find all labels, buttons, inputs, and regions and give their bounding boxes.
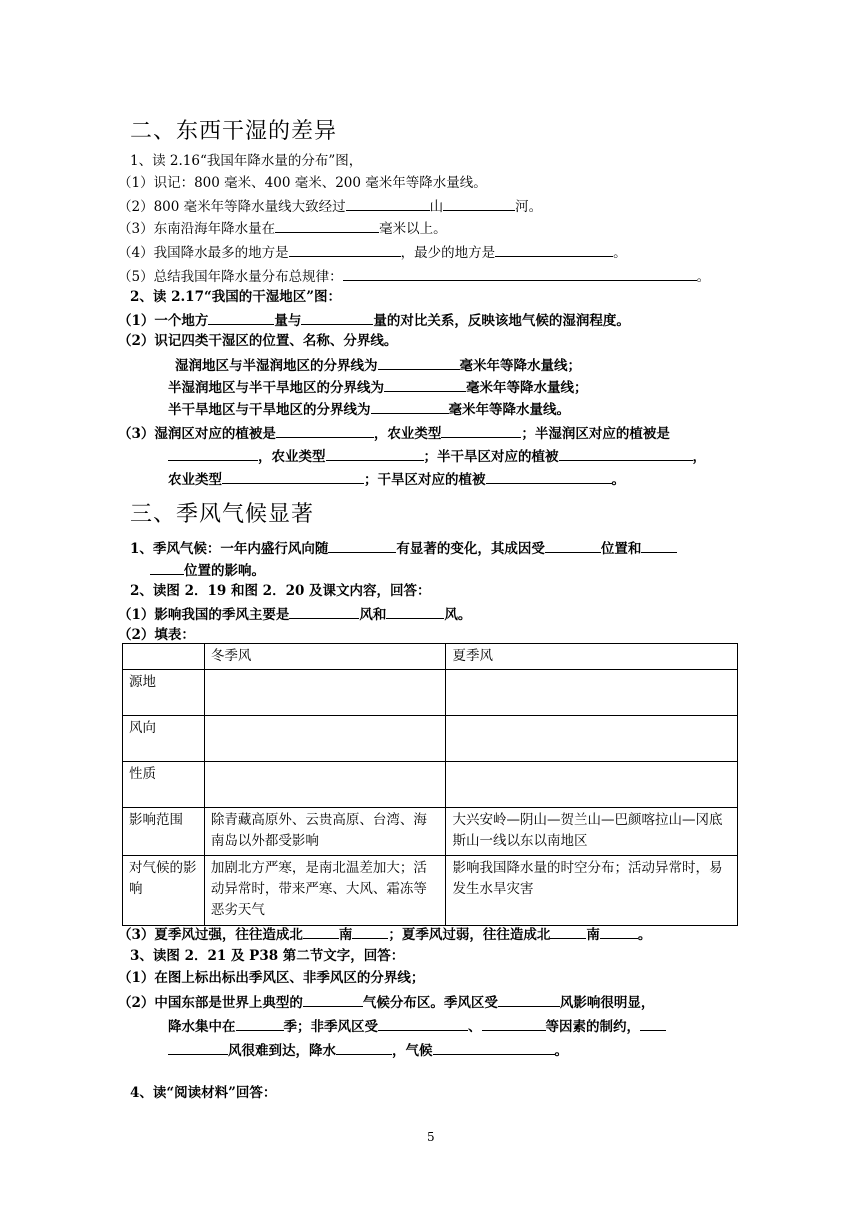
question-2-2-1: （1）一个地方 量与 量的对比关系，反映该地气候的湿润程度。: [118, 310, 630, 330]
row-label: 影响范围: [123, 808, 205, 856]
table-cell: 大兴安岭—阴山—贺兰山—巴颜喀拉山—冈底斯山一线以东以南地区: [446, 808, 738, 856]
table-header-cell: 夏季风: [446, 644, 738, 670]
question-3-4: 4、读“阅读材料”回答：: [130, 1085, 277, 1101]
section-3-title: 三、季风气候显著: [130, 502, 315, 527]
question-3-3: 3、读图 2．21 及 P38 第二节文字，回答：: [130, 948, 405, 964]
question-3-2: 2、读图 2．19 和图 2．20 及课文内容，回答：: [130, 583, 431, 599]
question-2-1: 1、读 2.16“我国年降水量的分布”图，: [130, 153, 363, 169]
blank[interactable]: [352, 924, 388, 939]
table-cell[interactable]: [204, 762, 446, 808]
question-2-2-3: （3）湿润区对应的植被是 ，农业类型 ；半湿润区对应的植被是: [118, 423, 670, 443]
blank[interactable]: [275, 218, 379, 233]
question-2-1-1: （1）识记：800 毫米、400 毫米、200 毫米年等降水量线。: [118, 175, 487, 191]
blank[interactable]: [343, 266, 697, 281]
question-2-2-2: （2）识记四类干湿区的位置、名称、分界线。: [118, 333, 398, 349]
table-row: [123, 808, 738, 856]
question-3-3-2: （2）中国东部是世界上典型的 气候分布区。季风区受 风影响很明显，: [118, 992, 654, 1012]
blank[interactable]: [289, 604, 359, 619]
blank[interactable]: [326, 446, 424, 461]
row-label: 对气候的影响: [123, 856, 205, 926]
blank[interactable]: [289, 242, 401, 257]
blank[interactable]: [168, 446, 258, 461]
question-2-1-4: （4）我国降水最多的地方是 ，最少的地方是 。: [118, 242, 627, 262]
row-label: 性质: [123, 762, 205, 808]
row-label: 风向: [123, 716, 205, 762]
blank[interactable]: [378, 1016, 468, 1031]
question-2-2-3-cont2: 农业类型 ；干旱区对应的植被 。: [168, 469, 625, 489]
blank[interactable]: [384, 377, 466, 392]
question-2-2: 2、读 2.17“我国的干湿地区”图：: [130, 289, 342, 305]
table-cell[interactable]: [446, 670, 738, 716]
blank[interactable]: [222, 469, 364, 484]
table-row: [123, 762, 738, 808]
blank[interactable]: [150, 560, 184, 575]
table-cell: 加剧北方严寒，是南北温差加大；活动异常时，带来严寒、大风、霜冻等恶劣天气: [204, 856, 446, 926]
blank[interactable]: [208, 310, 274, 325]
blank[interactable]: [346, 196, 430, 211]
blank[interactable]: [482, 1016, 546, 1031]
table-row: [123, 716, 738, 762]
question-2-1-5: （5）总结我国年降水量分布总规律： 。: [118, 266, 710, 286]
blank[interactable]: [386, 604, 444, 619]
question-3-2-2: （2）填表：: [118, 627, 195, 643]
blank[interactable]: [640, 1016, 666, 1031]
question-2-2-2b: 半湿润地区与半干旱地区的分界线为 毫米年等降水量线；: [168, 377, 588, 397]
blank[interactable]: [336, 1040, 392, 1055]
monsoon-table: [122, 643, 738, 926]
question-3-1-cont: 位置的影响。: [150, 560, 265, 580]
table-cell[interactable]: [204, 716, 446, 762]
table-cell: 除青藏高原外、云贵高原、台湾、海南岛以外都受影响: [204, 808, 446, 856]
question-3-3-1: （1）在图上标出标出季风区、非季风区的分界线；: [118, 970, 425, 986]
blank[interactable]: [433, 1040, 555, 1055]
table-row: [123, 856, 738, 926]
blank[interactable]: [498, 992, 560, 1007]
blank[interactable]: [545, 538, 601, 553]
blank[interactable]: [641, 538, 677, 553]
question-3-3-2-cont: 降水集中在 季；非季风区受 、 等因素的制约，: [168, 1016, 666, 1036]
blank[interactable]: [443, 196, 515, 211]
page-number: 5: [427, 1130, 435, 1144]
question-2-2-2a: 湿润地区与半湿润地区的分界线为 毫米年等降水量线；: [175, 355, 581, 375]
question-3-2-1: （1）影响我国的季风主要是 风和 风。: [118, 604, 471, 624]
question-3-2-3: （3）夏季风过强，往往造成北 南 ；夏季风过弱，往往造成北 南 。: [118, 924, 651, 944]
table-header-row: [123, 644, 738, 670]
blank[interactable]: [486, 469, 612, 484]
table-cell: 影响我国降水量的时空分布；活动异常时，易发生水旱灾害: [446, 856, 738, 926]
question-3-1: 1、季风气候：一年内盛行风向随 有显著的变化，其成因受 位置和: [130, 538, 677, 558]
question-2-1-3: （3）东南沿海年降水量在 毫米以上。: [118, 218, 447, 238]
question-2-1-2: （2）800 毫米年等降水量线大致经过 山 河。: [118, 196, 542, 216]
blank[interactable]: [168, 1040, 228, 1055]
blank[interactable]: [236, 1016, 284, 1031]
section-2-title: 二、东西干湿的差异: [130, 119, 338, 144]
blank[interactable]: [559, 446, 693, 461]
blank[interactable]: [441, 423, 521, 438]
blank[interactable]: [328, 538, 396, 553]
row-label: 源地: [123, 670, 205, 716]
table-cell[interactable]: [446, 762, 738, 808]
blank[interactable]: [303, 924, 339, 939]
blank[interactable]: [550, 924, 586, 939]
blank[interactable]: [303, 992, 363, 1007]
blank[interactable]: [371, 399, 449, 414]
table-row: [123, 670, 738, 716]
question-2-2-3-cont: ，农业类型 ；半干旱区对应的植被 ，: [168, 446, 706, 466]
blank[interactable]: [495, 242, 613, 257]
blank[interactable]: [301, 310, 373, 325]
table-header-cell: [123, 644, 205, 670]
question-2-2-2c: 半干旱地区与干旱地区的分界线为 毫米年等降水量线。: [168, 399, 570, 419]
blank[interactable]: [600, 924, 638, 939]
question-3-3-2-cont2: 风很难到达，降水 ，气候 。: [168, 1040, 568, 1060]
table-header-cell: 冬季风: [204, 644, 446, 670]
table-cell[interactable]: [204, 670, 446, 716]
blank[interactable]: [378, 355, 460, 370]
blank[interactable]: [276, 423, 374, 438]
table-cell[interactable]: [446, 716, 738, 762]
